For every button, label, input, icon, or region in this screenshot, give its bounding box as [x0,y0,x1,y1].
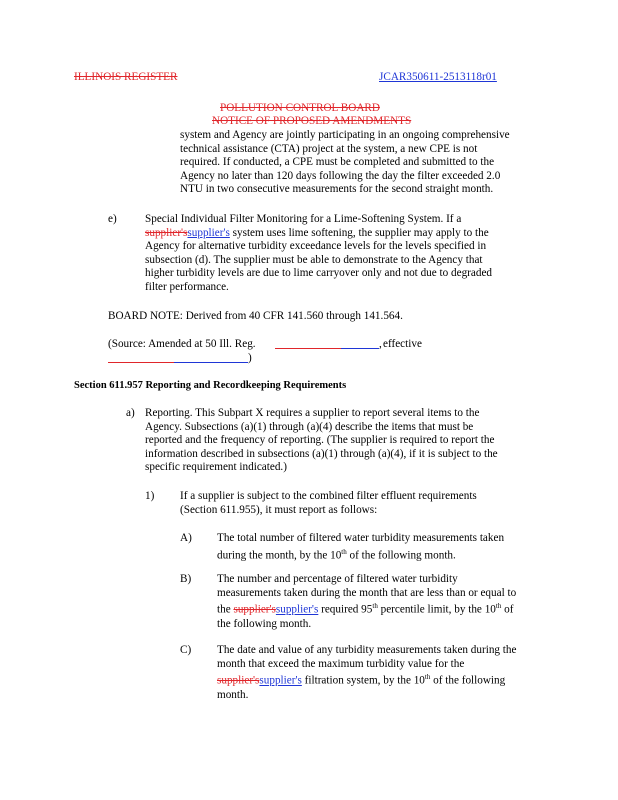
deleted-text: supplier's [217,674,260,687]
item-b-text: required 95 [318,603,373,616]
para-a-body [145,407,498,475]
item-b-line: measurements taken during the month that are less than or equal to [217,586,517,599]
continuation-line: technical assistance (CTA) project at the system, a new CPE is not [180,142,478,155]
ordinal-suffix: th [424,673,431,682]
para-e-line-rest: system uses lime softening, the supplier may apply to the [229,226,489,239]
item-b-line: the following month. [217,617,312,630]
para-a-line: information described in subsections (a)(1) through (a)(4), if it is subject to the [145,447,498,460]
item-a-label: A) [180,532,192,544]
continuation-line: system and Agency are jointly participating in an ongoing comprehensive [180,129,510,141]
para-a-line: Reporting. This Subpart X requires a supplier to report several items to the [145,407,480,419]
para-e-line-amended [145,227,492,241]
item-a-body [217,532,504,563]
board-note: BOARD NOTE: Derived from 40 CFR 141.560 through 141.564. [108,310,403,322]
ordinal-suffix: th [495,602,502,611]
para-e-line: Agency for alternative turbidity exceedance levels for the levels specified in [145,240,487,253]
item-c-label: C) [180,644,192,656]
para-e-line: subsection (d). The supplier must be able to demonstrate to the Agency that [145,253,483,266]
item-a-line-2 [217,546,504,563]
item-a-line: The total number of filtered water turbidity measurements taken [217,532,505,544]
item-c-line: The date and value of any turbidity measurements taken during the [217,644,517,656]
item-b-label: B) [180,573,192,585]
para-a-line: specific requirement indicated.) [145,461,287,474]
source-date-inserted [174,362,248,363]
para-e-line: Special Individual Filter Monitoring for a Lime-Softening System. If a [145,213,462,225]
header-right: JCAR350611-2513118r01 [379,71,497,83]
source-prefix: (Source: Amended at 50 Ill. Reg. [108,338,256,350]
item-b-line-amended [217,600,516,617]
source-effective: effective [383,338,422,350]
item-b-line: The number and percentage of filtered water turbidity [217,573,458,585]
para-e-body [145,213,492,295]
item-c-line-amended [217,671,516,688]
item-c-line: month that exceed the maximum turbidity value for the [217,657,465,670]
deleted-text: supplier's [233,603,276,616]
item-a-text: during the month, by the 10 [217,549,342,562]
para-e-line: filter performance. [145,280,229,293]
section-heading: Section 611.957 Reporting and Recordkeeping Requirements [74,380,347,391]
item-c-body [217,644,516,702]
source-close: ) [248,352,252,364]
continuation-line: NTU in two consecutive measurements for the second straight month. [180,183,494,196]
continuation-paragraph [180,129,510,197]
source-separator: , [379,338,382,350]
item-1-label: 1) [145,490,155,502]
continuation-line: required. If conducted, a CPE must be completed and submitted to the [180,156,495,169]
ordinal-suffix: th [372,602,378,611]
para-e-line: higher turbidity levels are due to lime carryover only and not due to degraded [145,267,493,280]
source-blank-inserted [341,348,379,349]
header-title-line1: POLLUTION CONTROL BOARD [220,102,380,114]
header-title-line2: NOTICE OF PROPOSED AMENDMENTS [212,115,412,127]
para-a-line: Agency. Subsections (a)(1) through (a)(4) describe the items that must be [145,420,474,433]
item-c-line: month. [217,688,249,701]
item-a-text: of the following month. [346,549,456,562]
continuation-line: Agency no later than 120 days following the day the filter exceeded 2.0 [180,169,501,182]
item-b-text: of [501,603,514,616]
para-e-label: e) [108,213,117,225]
source-date-deleted [108,362,174,363]
source-blank-deleted [275,348,341,349]
item-b-text: percentile limit, by the 10 [377,603,496,616]
item-c-text: filtration system, by the 10 [301,674,425,687]
item-c-text: of the following [430,674,506,687]
deleted-text: supplier's [145,226,188,239]
item-b-body [217,573,516,631]
para-a-label: a) [126,407,135,419]
para-a-line: reported and the frequency of reporting. (The supplier is required to report the [145,434,495,447]
ordinal-suffix: th [341,547,347,556]
item-1-line: If a supplier is subject to the combined filter effluent requirements [180,490,477,502]
item-b-text: the [217,603,234,616]
header-left: ILLINOIS REGISTER [74,71,178,83]
item-1-body [180,490,477,517]
inserted-text: supplier's [187,226,230,239]
inserted-text: supplier's [259,674,302,687]
inserted-text: supplier's [275,603,319,616]
item-1-line: (Section 611.955), it must report as follows: [180,503,378,516]
